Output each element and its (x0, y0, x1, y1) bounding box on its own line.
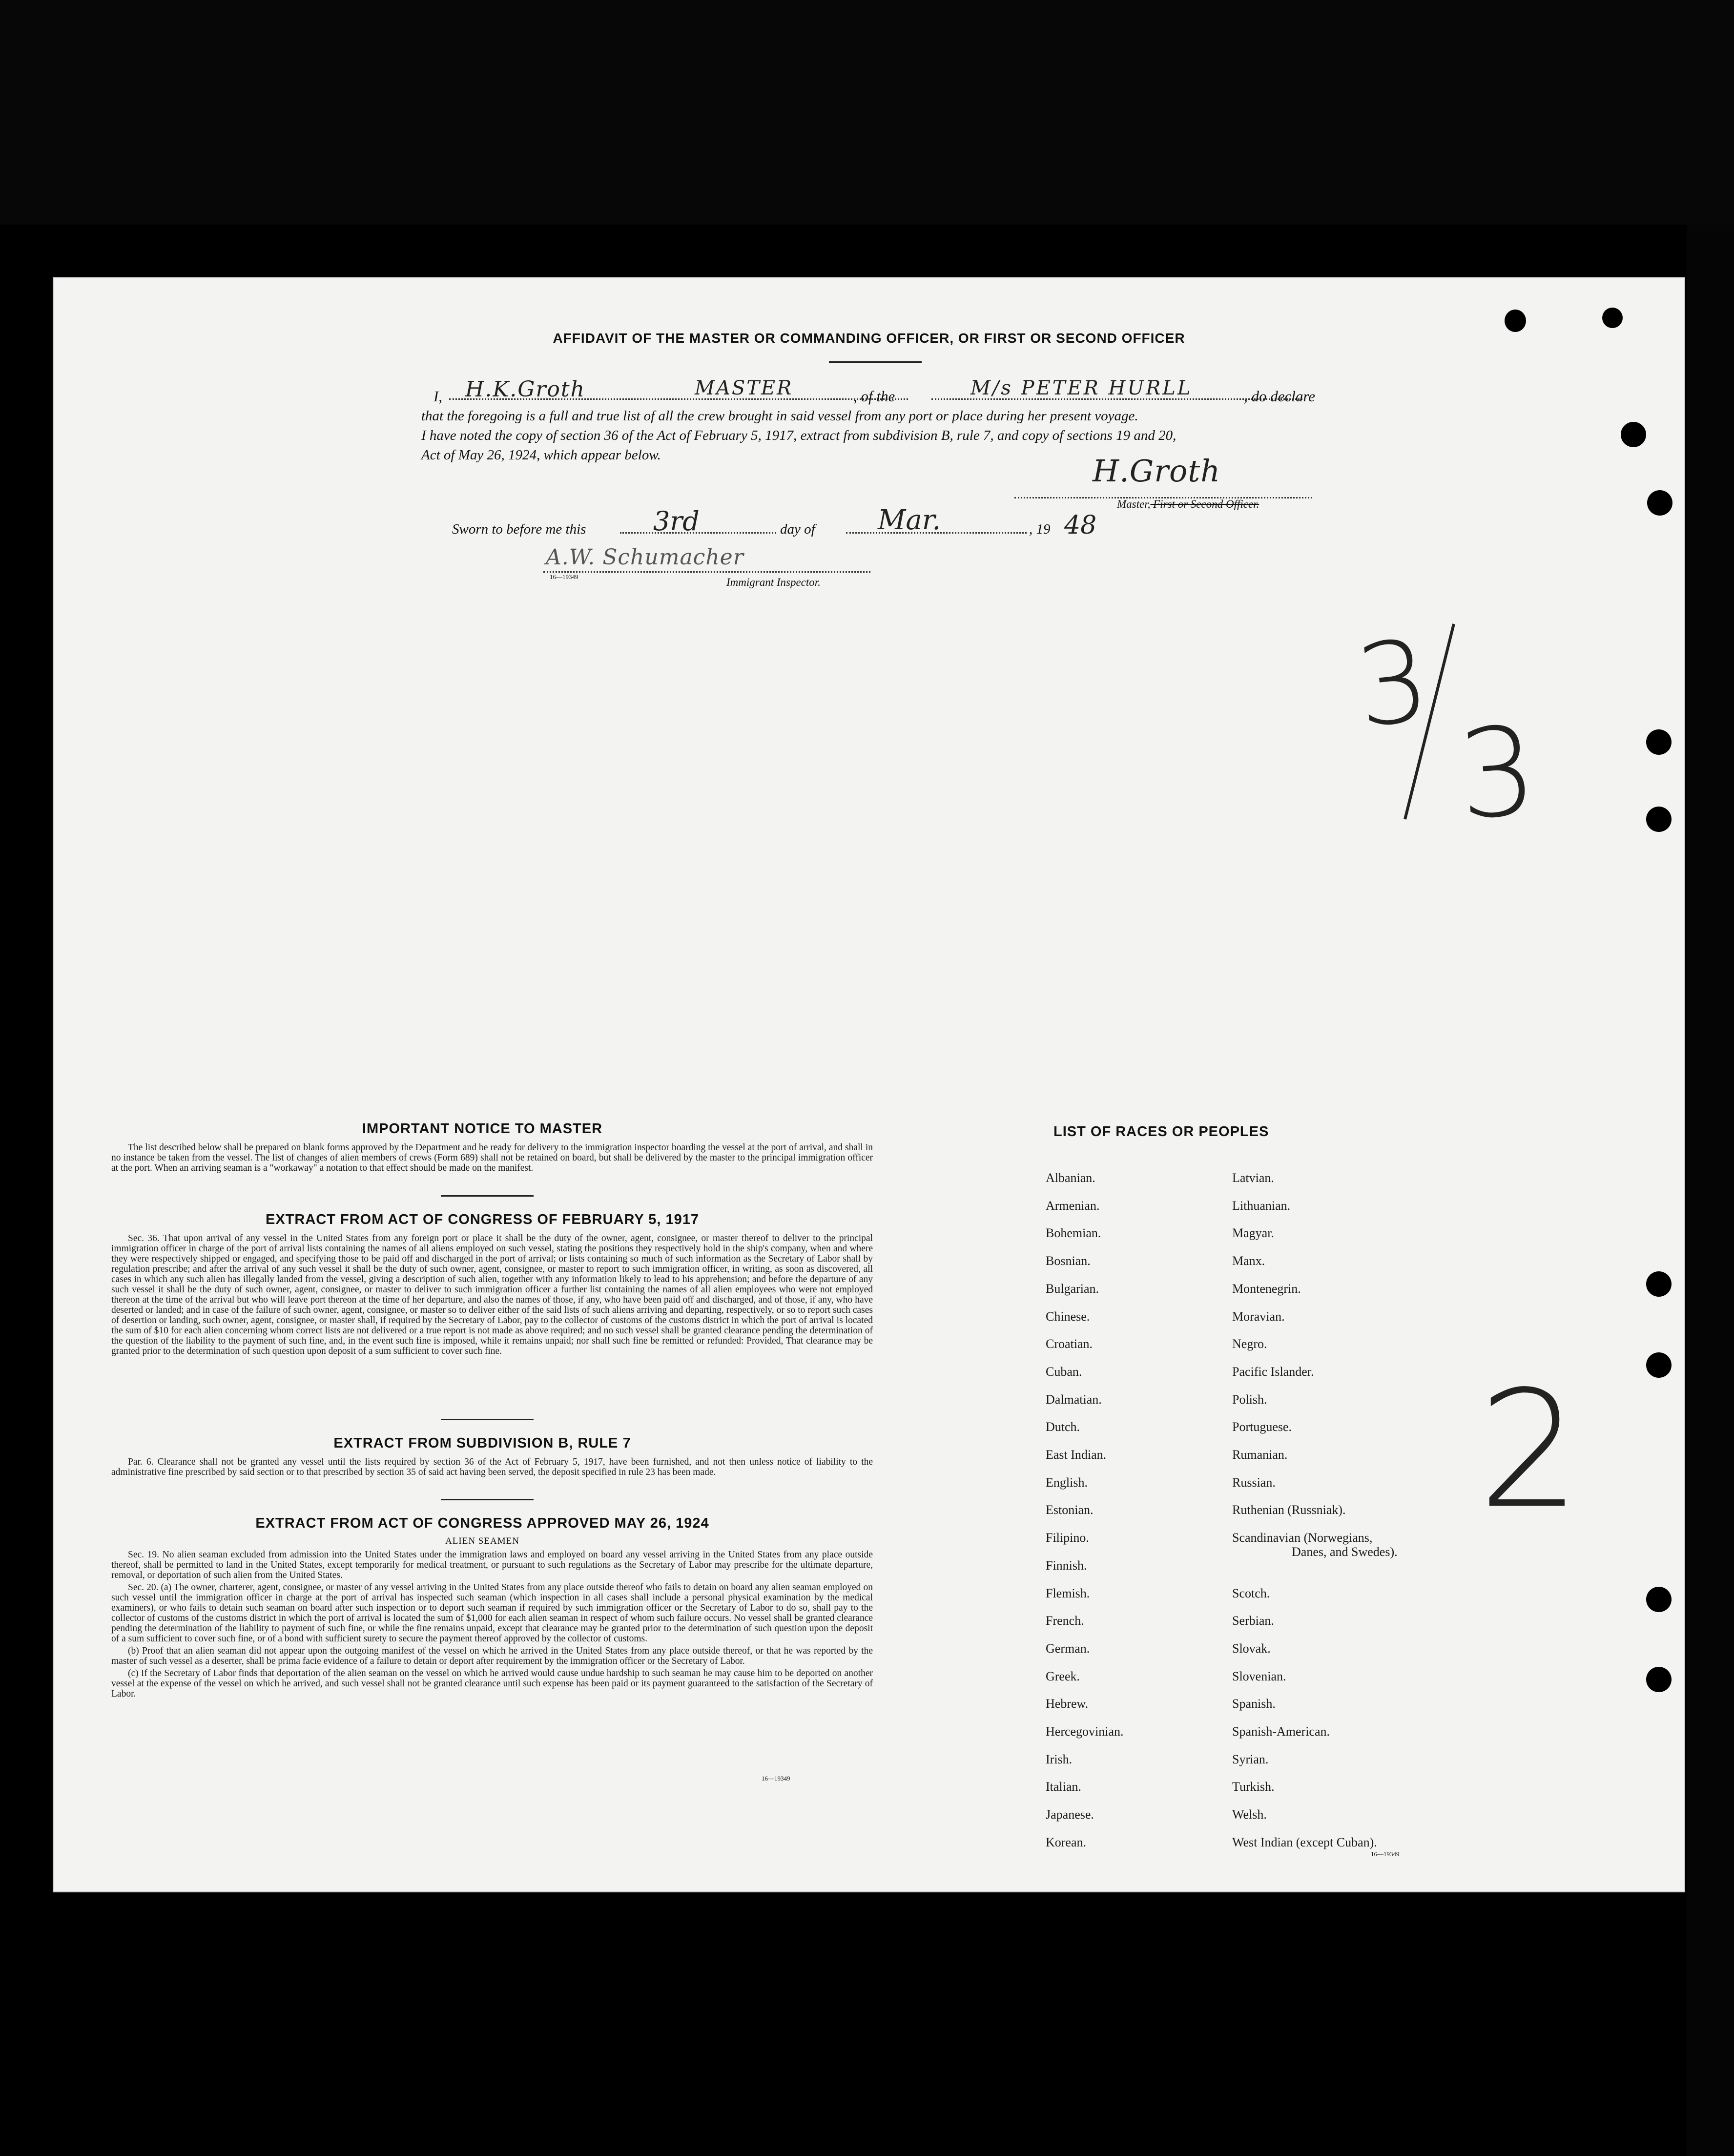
sec19-text: Sec. 19. No alien seaman excluded from admission into the United States under the immigration laws and employed on board any vessel arriving in the United States from any place outside thereof, shall be permitted to land in the United States, except temporarily for medical treatment, or pursuant to such regulations as the Secretary of Labor may prescribe for the ultimate departure, removal, or deportation of such alien from the United States. (111, 1550, 873, 1580)
master-signature: H.Groth (1093, 453, 1221, 489)
affidavit-line-2: that the foregoing is a full and true list of all the crew brought in said vessel from any port or place during her present voyage. (421, 408, 1138, 424)
race-left-23: Japanese. (1046, 1807, 1094, 1822)
rule7-body (111, 1457, 873, 1479)
extract1924-title: EXTRACT FROM ACT OF CONGRESS APPROVED MAY 26, 1924 (255, 1515, 709, 1531)
day-of-label: day of (780, 521, 815, 537)
punch-hole (1505, 310, 1526, 332)
race-right-18: Spanish. (1232, 1697, 1276, 1711)
sec20a-text: Sec. 20. (a) The owner, charterer, agent, consignee, or master of any vessel arriving in the United States from any place outside thereof who fails to detain on board any alien seaman employed on such vessel until the immigration officer in charge at the port of arrival has inspected such seaman (which inspection in all cases shall include a personal physical examination by the medical examiners), or who fails to detain such seaman on board after such inspection or to deport such seaman if required by such immigration officer or the Secretary of Labor to do so, shall pay to the collector of customs of the customs district in which the port of arrival is located the sum of $1,000 for each alien seaman in respect of whom such failure occurs. No vessel shall be granted clearance pending the determination of the liability to payment of such fine, or while the fine remains unpaid, except that clearance may be granted prior to the determination of such question upon the deposit of a sum sufficient to cover such fine, or of a bond with sufficient surety to secure the payment thereof approved by the collector of customs. (111, 1582, 873, 1644)
extract1917-text: Sec. 36. That upon arrival of any vessel in the United States from any foreign port or place it shall be the duty of the owner, agent, consignee, or master thereof to deliver to the principal immigration officer in charge of the port of arrival lists containing the names of all aliens employed on such vessel, stating the positions they respectively hold in the ship's company, when and where they were respectively shipped or engaged, and specifying those to be paid off and discharged in the port of arrival; or lists containing so much of such information as the Secretary of Labor shall by regulation prescribe; and after the arrival of any such vessel it shall be the duty of such owner, agent, consignee, or master to report to such immigration officer, in writing, as soon as discovered, all cases in which any such alien has illegally landed from the vessel, giving a description of such alien, together with any information likely to lead to his apprehension; and before the departure of any such vessel it shall be the duty of such owner, agent, consignee, or master to deliver to such immigration officer a further list containing the names of all alien employees who were not employed thereon at the time of the arrival but who will leave port thereon at the time of her departure, and also the names of those, if any, who have been paid off and discharged, and of those, if any, who have deserted or landed; and in case of the failure of such owner, agent, consignee, or master so to deliver either of the said lists of such aliens arriving and departing, respectively, or so to report such cases of desertion or landing, such owner, agent, consignee, or master shall, if required by the Secretary of Labor, pay to the collector of customs of the customs district in which the port of arrival is located the sum of $10 for each alien concerning whom correct lists are not delivered or a true report is not made as above required; and no such vessel shall be granted clearance pending the determination of the question of the liability to the payment of such fine, and, in the event such fine is imposed, while it remains unpaid; nor shall such fine be remitted or refunded: Provided, That clearance may be granted prior to the determination of such question upon deposit of a sum sufficient to cover such fine. (111, 1233, 873, 1356)
race-left-19: Hebrew. (1046, 1697, 1089, 1711)
rule7-text: Par. 6. Clearance shall not be granted any vessel until the lists required by section 36 of the Act of February 5, 1917, have been furnished, and not then unless notice of liability to the administrative fine prescribed by said section or to that prescribed by section 35 of said act having been served, the deposit specified in rule 23 has been made. (111, 1457, 873, 1477)
race-right-9: Portuguese. (1232, 1420, 1292, 1434)
race-right-19: Spanish-American. (1232, 1724, 1330, 1739)
race-left-21: Irish. (1046, 1752, 1073, 1766)
race-left-5: Chinese. (1046, 1309, 1090, 1324)
race-right-10: Rumanian. (1232, 1448, 1288, 1462)
race-left-12: Estonian. (1046, 1503, 1094, 1517)
race-right-6: Negro. (1232, 1337, 1267, 1351)
race-left-13: Filipino. (1046, 1531, 1089, 1545)
race-right-0: Latvian. (1232, 1171, 1274, 1185)
sworn-month: Mar. (878, 504, 941, 536)
punch-hole (1602, 308, 1623, 328)
race-right-22: Welsh. (1232, 1807, 1267, 1822)
affidavit-line-3: I have noted the copy of section 36 of the Act of February 5, 1917, extract from subdivision B, rule 7, and copy of sections 19 and 20, (421, 428, 1177, 443)
year-prefix: , 19 (1029, 521, 1051, 537)
caption-master: Master, (1117, 498, 1151, 510)
race-left-22: Italian. (1046, 1780, 1081, 1794)
do-declare-label: , do declare (1244, 388, 1316, 405)
notice-title: IMPORTANT NOTICE TO MASTER (362, 1121, 603, 1137)
affidavit-line-4: Act of May 26, 1924, which appear below. (421, 447, 661, 463)
punch-hole (1646, 1587, 1672, 1612)
race-right-20: Syrian. (1232, 1752, 1269, 1766)
vessel-name: M/s PETER HURLL (970, 377, 1193, 399)
race-right-2: Magyar. (1232, 1226, 1274, 1241)
race-left-18: Greek. (1046, 1669, 1080, 1683)
race-right-15: Serbian. (1232, 1614, 1274, 1628)
sworn-label: Sworn to before me this (452, 521, 586, 537)
rule7-title: EXTRACT FROM SUBDIVISION B, RULE 7 (333, 1435, 631, 1451)
punch-hole (1621, 422, 1646, 447)
race-left-24: Korean. (1046, 1835, 1087, 1849)
signature-caption (1117, 498, 1259, 511)
scan-border-top (0, 0, 1734, 225)
punch-hole (1646, 1667, 1672, 1692)
race-right-1: Lithuanian. (1232, 1198, 1291, 1213)
race-left-14: Finnish. (1046, 1558, 1087, 1573)
race-right-14: Scotch. (1232, 1586, 1270, 1600)
race-right-17: Slovenian. (1232, 1669, 1286, 1683)
race-right-5: Moravian. (1232, 1309, 1285, 1324)
extract1917-rule (441, 1419, 534, 1420)
race-left-6: Croatian. (1046, 1337, 1093, 1351)
race-left-16: French. (1046, 1614, 1084, 1628)
side-number: 2 (1478, 1356, 1581, 1544)
notice-rule (441, 1195, 534, 1197)
punch-hole (1646, 1352, 1672, 1378)
race-left-7: Cuban. (1046, 1364, 1082, 1379)
inspector-form-no: 16—19349 (550, 573, 578, 580)
punch-hole (1646, 807, 1672, 832)
caption-struck: First or Second Officer. (1150, 498, 1259, 510)
sheet-number-bottom: 3 (1454, 699, 1542, 847)
notice-body (111, 1142, 873, 1175)
sec20b-text: (b) Proof that an alien seaman did not appear upon the outgoing manifest of the vessel on which he arrived in the United States from any place outside thereof, or that he was reported by the master of such vessel as a deserter, shall be prima facie evidence of a failure to detain or deport after requirement by the immigration officer or the Secretary of Labor. (111, 1646, 873, 1666)
race-left-9: Dutch. (1046, 1420, 1080, 1434)
races-title: LIST OF RACES OR PEOPLES (1053, 1124, 1269, 1140)
race-right-11: Russian. (1232, 1475, 1276, 1490)
inspector-signature: A.W. Schumacher (546, 545, 744, 570)
master-name: H.K.Groth (465, 377, 585, 402)
race-left-17: German. (1046, 1641, 1090, 1656)
sheet-number-top: 3 (1350, 616, 1435, 753)
race-right-21: Turkish. (1232, 1780, 1275, 1794)
sec20c-text: (c) If the Secretary of Labor finds that deportation of the alien seaman on the vessel on which he arrived would cause undue hardship to such seaman he may cause him to be deported on another vessel at the expense of the vessel on which he arrived, and such vessel shall not be granted clearance until such expense has been paid or its payment guaranteed to the satisfaction of the Secretary of Labor. (111, 1668, 873, 1699)
race-left-20: Hercegovinian. (1046, 1724, 1124, 1739)
race-right-13: Scandinavian (Norwegians, (1232, 1531, 1373, 1545)
race-right-16: Slovak. (1232, 1641, 1271, 1656)
race-right-4: Montenegrin. (1232, 1281, 1301, 1296)
year-suffix: 48 (1064, 511, 1097, 540)
race-right-3: Manx. (1232, 1254, 1265, 1268)
notice-text: The list described below shall be prepared on blank forms approved by the Department and be ready for delivery to the immigration inspector boarding the vessel at the port of arrival, and shall in no instance be taken from the vessel. The list of changes of alien members of crews (Form 689) shall not be retained on board, but shall be delivered by the master to the principal immigration officer at the port. When an arriving seaman is a "workaway" a notation to that effect should be made on the manifest. (111, 1142, 873, 1173)
inspector-line (543, 571, 870, 573)
extract1917-body (111, 1233, 873, 1358)
punch-hole (1646, 1271, 1672, 1297)
race-left-2: Bohemian. (1046, 1226, 1101, 1241)
race-left-11: English. (1046, 1475, 1088, 1490)
race-left-10: East Indian. (1046, 1448, 1107, 1462)
master-rank: MASTER (695, 377, 793, 399)
inspector-caption: Immigrant Inspector. (726, 576, 821, 588)
race-left-1: Armenian. (1046, 1198, 1100, 1213)
race-right-13-cont: Danes, and Swedes). (1292, 1545, 1398, 1559)
i-label: I, (434, 388, 443, 405)
affidavit-title: AFFIDAVIT OF THE MASTER OR COMMANDING OFFICER, OR FIRST OR SECOND OFFICER (553, 331, 1185, 346)
extract1924-subtitle: ALIEN SEAMEN (445, 1536, 519, 1546)
race-left-0: Albanian. (1046, 1171, 1095, 1185)
scan-border-right (1687, 225, 1734, 2156)
race-right-8: Polish. (1232, 1392, 1267, 1407)
sworn-day: 3rd (653, 506, 700, 537)
race-left-15: Flemish. (1046, 1586, 1090, 1600)
race-left-8: Dalmatian. (1046, 1392, 1102, 1407)
rule7-rule (441, 1499, 534, 1500)
extract1924-form-no: 16—19349 (762, 1775, 790, 1782)
title-rule (829, 361, 922, 363)
of-the-label: , of the (853, 388, 895, 405)
manifest-page (53, 277, 1685, 1892)
races-form-no: 16—19349 (1371, 1850, 1400, 1858)
race-right-23: West Indian (except Cuban). (1232, 1835, 1377, 1849)
punch-hole (1647, 490, 1672, 516)
race-right-7: Pacific Islander. (1232, 1364, 1314, 1379)
race-left-3: Bosnian. (1046, 1254, 1091, 1268)
race-left-4: Bulgarian. (1046, 1281, 1099, 1296)
punch-hole (1646, 729, 1672, 755)
race-right-12: Ruthenian (Russniak). (1232, 1503, 1346, 1517)
extract1917-title: EXTRACT FROM ACT OF CONGRESS OF FEBRUARY 5, 1917 (265, 1212, 700, 1227)
extract1924-body (111, 1550, 873, 1701)
